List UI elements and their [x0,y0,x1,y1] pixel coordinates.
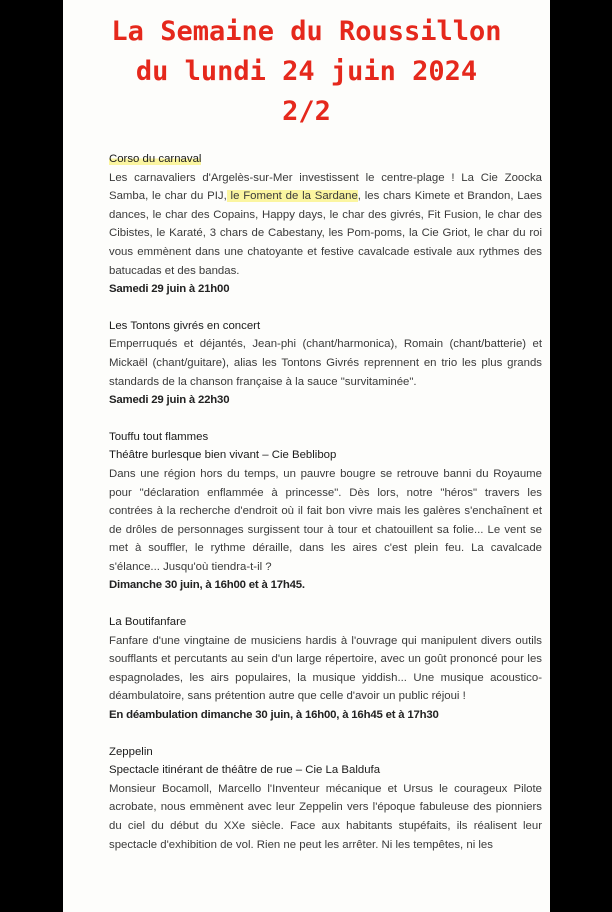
event-date: Dimanche 30 juin, à 16h00 et à 17h45. [109,579,305,592]
event-description: Emperruqués et déjantés, Jean-phi (chant/harmonica), Romain (chant/batterie) et Mickaël (chant/guitare), alias les Tontons Givrés reprennent en trio les plus grands standards de la chanson française à la sauce "survitaminée". [109,338,542,388]
event-tontons [109,317,542,410]
highlighted-text: le Foment de la Sardane [226,190,358,203]
event-title: Touffu tout flammes [109,430,209,443]
event-date: Samedi 29 juin à 21h00 [109,283,230,296]
event-description: Dans une région hors du temps, un pauvre bougre se retrouve banni du Royaume pour "déclaration enflammée à princesse". Dès lors, notre "héros" travers les contrées à la recherche d'endroit où il fait bon vivre mais les galères s'enchaînent et de drôles de personnages surgissent tour à tour et chatouillent sa folie... Le vent se met à souffler, le rythme déraille, dans les aires c'est plein feu. La cavalcade s'élance... Jusqu'où tiendra-t-il ? [109,467,542,573]
header-page-indicator: 2/2 [282,96,331,127]
header-title: La Semaine du Roussillon [111,16,502,47]
event-list [109,150,542,872]
event-description: Fanfare d'une vingtaine de musiciens hardis à l'ouvrage qui manipulent divers outils soufflants et percutants au sein d'un large répertoire, avec un goût prononcé pour les espagnolades, les airs populaires, la musique yiddish... Une musique acoustico-déambulatoire, sans prétention autre que celle d'avoir un public réjoui ! [109,634,542,703]
event-zeppelin [109,743,542,855]
event-date: En déambulation dimanche 30 juin, à 16h00, à 16h45 et à 17h30 [109,709,439,722]
event-touffu [109,428,542,595]
event-title: La Boutifanfare [109,616,187,629]
event-subtitle: Spectacle itinérant de théâtre de rue – Cie La Baldufa [109,764,381,777]
event-subtitle: Théâtre burlesque bien vivant – Cie Beblibop [109,449,337,462]
event-description: Monsieur Bocamoll, Marcello l'Inventeur mécanique et Ursus le courageux Pilote acrobate, nous emmènent avec leur Zeppelin vers l'époque fabuleuse des pionniers du ciel du début du XXe siècle. Face aux habitants stupéfaits, ils réalisent leur spectacle d'exhibition de vol. Rien ne peut les arrêter. Ni les tempêtes, ni les [109,782,542,851]
event-corso [109,150,542,299]
event-title: Les Tontons givrés en concert [109,319,261,332]
event-title: Zeppelin [109,745,153,758]
event-description: Les carnavaliers d'Argelès-sur-Mer investissent le centre-plage ! La Cie Zoocka Samba, le char du PIJ, le Foment de la Sardane, les chars Kimete et Brandon, Laes dances, le char des Copains, Happy days, le char des givrés, Fit Fusion, le char des Cibistes, le Karaté, 3 chars de Cabestany, les Pom-poms, la Cie Griot, le char du roi vous emmènent dans une chatoyante et festive cavalcade estivale aux rythmes des batucadas et des bandas. [109,171,543,277]
event-date: Samedi 29 juin à 22h30 [109,394,230,407]
event-boutifanfare [109,613,542,725]
header [63,12,550,132]
event-title: Corso du carnaval [109,153,202,165]
document-page [63,0,550,912]
header-date: du lundi 24 juin 2024 [135,56,478,87]
